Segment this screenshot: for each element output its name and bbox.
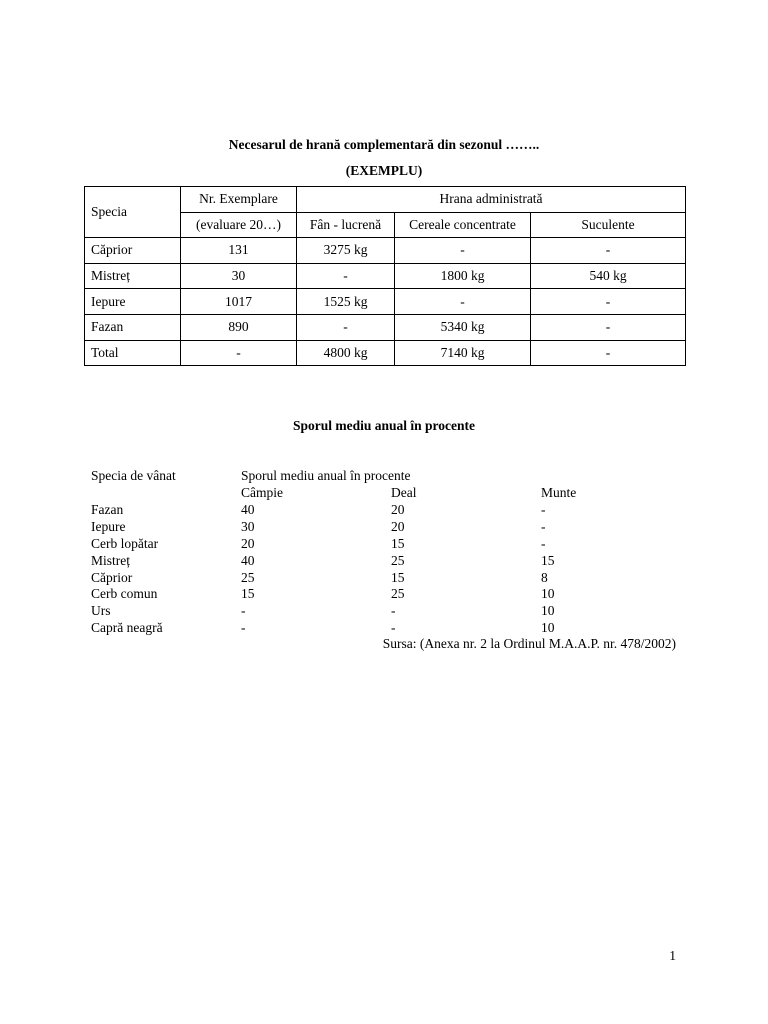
table-row xyxy=(0,502,768,519)
cell-campie: 30 xyxy=(241,519,255,534)
cell-deal: 20 xyxy=(391,502,405,517)
page-subtitle: (EXEMPLU) xyxy=(345,163,423,178)
cell-specia: Cerb comun xyxy=(91,586,158,601)
header-specia-vanat: Specia de vânat xyxy=(91,468,176,483)
cell-suculente: - xyxy=(531,314,686,340)
cell-campie: 40 xyxy=(241,502,255,517)
cell-cereale: - xyxy=(395,289,531,315)
table-row xyxy=(0,603,768,620)
cell-deal: 15 xyxy=(391,570,405,585)
table-row xyxy=(85,314,686,340)
cell-cereale: 7140 kg xyxy=(395,340,531,366)
cell-cereale: 5340 kg xyxy=(395,314,531,340)
cell-nr: 1017 xyxy=(181,289,297,315)
header-evaluare: (evaluare 20…) xyxy=(181,212,297,238)
header-hrana: Hrana administrată xyxy=(297,187,686,213)
header-specia: Specia xyxy=(85,187,181,238)
cell-campie: 40 xyxy=(241,553,255,568)
table-total-row xyxy=(85,340,686,366)
cell-munte: 10 xyxy=(541,603,555,618)
header-suculente: Suculente xyxy=(531,212,686,238)
cell-campie: 20 xyxy=(241,536,255,551)
source-note: Sursa: (Anexa nr. 2 la Ordinul M.A.A.P. nr. 478/2002) xyxy=(382,636,676,651)
cell-specia: Iepure xyxy=(91,519,126,534)
cell-campie: - xyxy=(241,620,246,635)
cell-specia: Fazan xyxy=(85,314,181,340)
table-row xyxy=(85,289,686,315)
cell-cereale: - xyxy=(395,238,531,264)
cell-specia: Iepure xyxy=(85,289,181,315)
table-row xyxy=(0,519,768,536)
cell-specia: Cerb lopătar xyxy=(91,536,159,551)
table-row xyxy=(0,570,768,587)
cell-specia: Mistreț xyxy=(85,263,181,289)
cell-nr: 131 xyxy=(181,238,297,264)
header-munte: Munte xyxy=(541,485,577,500)
cell-nr: 890 xyxy=(181,314,297,340)
cell-munte: 8 xyxy=(541,570,548,585)
cell-nr: 30 xyxy=(181,263,297,289)
header-deal: Deal xyxy=(391,485,417,500)
cell-nr: - xyxy=(181,340,297,366)
cell-deal: - xyxy=(391,620,396,635)
cell-suculente: - xyxy=(531,340,686,366)
food-requirements-table xyxy=(84,186,686,366)
table-row xyxy=(85,263,686,289)
cell-specia: Urs xyxy=(91,603,111,618)
page-title: Necesarul de hrană complementară din sezonul …….. xyxy=(228,137,540,152)
cell-fan: 4800 kg xyxy=(297,340,395,366)
section-title-sporul: Sporul mediu anual în procente xyxy=(292,418,476,433)
cell-specia: Total xyxy=(85,340,181,366)
cell-campie: 25 xyxy=(241,570,255,585)
cell-cereale: 1800 kg xyxy=(395,263,531,289)
cell-fan: - xyxy=(297,314,395,340)
table-header-row xyxy=(85,187,686,213)
cell-campie: - xyxy=(241,603,246,618)
cell-deal: 25 xyxy=(391,586,405,601)
table2-header-row xyxy=(0,468,768,485)
cell-fan: 3275 kg xyxy=(297,238,395,264)
cell-munte: 15 xyxy=(541,553,555,568)
cell-munte: - xyxy=(541,519,546,534)
table-row xyxy=(0,586,768,603)
header-nr-exemplare: Nr. Exemplare xyxy=(181,187,297,213)
table-row xyxy=(0,553,768,570)
table-row xyxy=(0,536,768,553)
cell-deal: - xyxy=(391,603,396,618)
header-campie: Câmpie xyxy=(241,485,283,500)
cell-munte: - xyxy=(541,536,546,551)
cell-munte: - xyxy=(541,502,546,517)
cell-specia: Mistreț xyxy=(91,553,130,568)
cell-deal: 25 xyxy=(391,553,405,568)
header-cereale: Cereale concentrate xyxy=(395,212,531,238)
cell-specia: Căprior xyxy=(85,238,181,264)
cell-munte: 10 xyxy=(541,620,555,635)
page-number: 1 xyxy=(669,948,676,963)
header-fan: Fân - lucrenă xyxy=(297,212,395,238)
cell-deal: 20 xyxy=(391,519,405,534)
table2-subheader-row xyxy=(0,485,768,502)
cell-suculente: 540 kg xyxy=(531,263,686,289)
cell-fan: 1525 kg xyxy=(297,289,395,315)
cell-specia: Căprior xyxy=(91,570,133,585)
cell-campie: 15 xyxy=(241,586,255,601)
cell-deal: 15 xyxy=(391,536,405,551)
table-row xyxy=(0,620,768,637)
cell-suculente: - xyxy=(531,289,686,315)
header-sporul: Sporul mediu anual în procente xyxy=(241,468,411,483)
cell-munte: 10 xyxy=(541,586,555,601)
cell-specia: Capră neagră xyxy=(91,620,163,635)
cell-fan: - xyxy=(297,263,395,289)
table-row xyxy=(85,238,686,264)
cell-specia: Fazan xyxy=(91,502,124,517)
cell-suculente: - xyxy=(531,238,686,264)
